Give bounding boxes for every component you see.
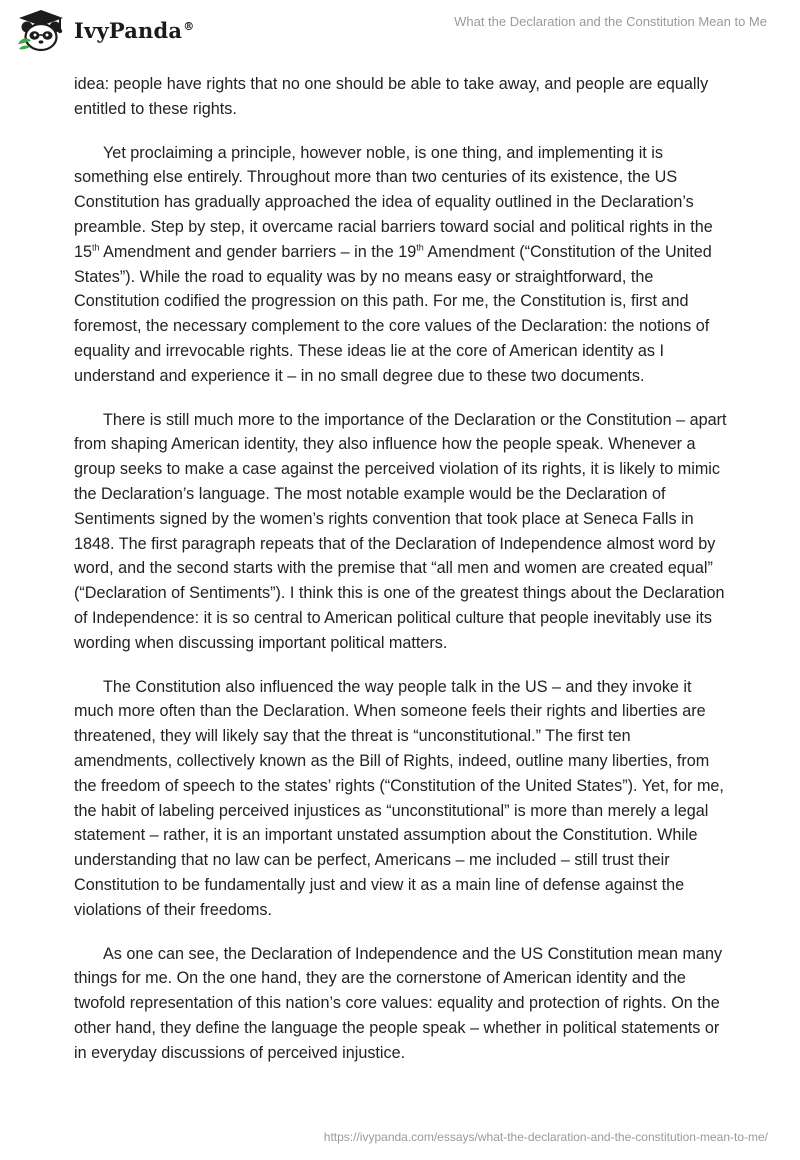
- panda-graduate-icon: [16, 8, 66, 52]
- page-header: [0, 0, 800, 70]
- paragraph-5: As one can see, the Declaration of Independence and the US Constitution mean many things for me. On the one hand, they are the cornerstone of American identity and the twofold representation of this nation’s core values: equality and protection of rights. On the other hand, they define the language the people speak – whether in political statements or in everyday discussions of perceived injustice.: [74, 944, 723, 1062]
- registered-mark: ®: [183, 19, 195, 33]
- essay-body: [74, 72, 730, 1084]
- source-url-link[interactable]: https://ivypanda.com/essays/what-the-declaration-and-the-constitution-mean-to-me/: [323, 1130, 768, 1144]
- ivypanda-logo[interactable]: [16, 8, 194, 52]
- logo-wordmark: [74, 18, 194, 43]
- paragraph-2-part-a: Yet proclaiming a principle, however noble, is one thing, and implementing it is something else entirely. Throughout more than two centuries of its existence, the US Constitution has gradually approached the idea of equality outlined in the Declaration’s preamble. Step by step, it overcame racial barriers toward social and political rights in the 15: [74, 143, 713, 261]
- logo-wordmark-text: IvyPanda: [74, 17, 183, 43]
- paragraph-2-part-c: Amendment (“Constitution of the United States”). While the road to equality was by no means easy or straightforward, the Constitution codified the progression on this path. For me, the Constitution is, first and foremost, the necessary complement to the core values of the Declaration: the notions of equality and irrevocable rights. These ideas lie at the core of American identity as I understand and experience it – in no small degree due to these two documents.: [74, 242, 712, 385]
- paragraph-2-part-b: Amendment and gender barriers – in the 19: [99, 242, 417, 261]
- paragraph-1: idea: people have rights that no one should be able to take away, and people are equally entitled to these rights.: [74, 75, 709, 118]
- paragraph-3: There is still much more to the importance of the Declaration or the Constitution – apart from shaping American identity, they also influence how the people speak. Whenever a group seeks to make a case against the perceived violation of its rights, it is likely to mimic the Declaration’s language. The most notable example would be the Declaration of Sentiments signed by the women’s rights convention that took place at Seneca Falls in 1848. The first paragraph repeats that of the Declaration of Independence almost word by word, and the second starts with the premise that “all men and women are created equal” (“Declaration of Sentiments”). I think this is one of the greatest things about the Declaration of Independence: it is so central to American political culture that people inevitably use its wording when discussing important political matters.: [74, 410, 727, 652]
- paragraph-4: The Constitution also influenced the way people talk in the US – and they invoke it much more often than the Declaration. When someone feels their rights and liberties are threatened, they will likely say that the threat is “unconstitutional.” The first ten amendments, collectively known as the Bill of Rights, indeed, outline many liberties, from the freedom of speech to the states’ rights (“Constitution of the United States”). Yet, for me, the habit of labeling perceived injustices as “unconstitutional” is more than merely a legal statement – rather, it is an important unstated assumption about the Constitution. While understanding that no law can be perfect, Americans – me included – still trust their Constitution to be fundamentally just and view it as a main line of defense against the violations of their freedoms.: [74, 677, 724, 919]
- ordinal-superscript: th: [92, 242, 100, 253]
- paragraph-2: [74, 141, 730, 389]
- ordinal-superscript: th: [416, 242, 424, 253]
- document-title: What the Declaration and the Constitution Mean to Me: [454, 14, 767, 29]
